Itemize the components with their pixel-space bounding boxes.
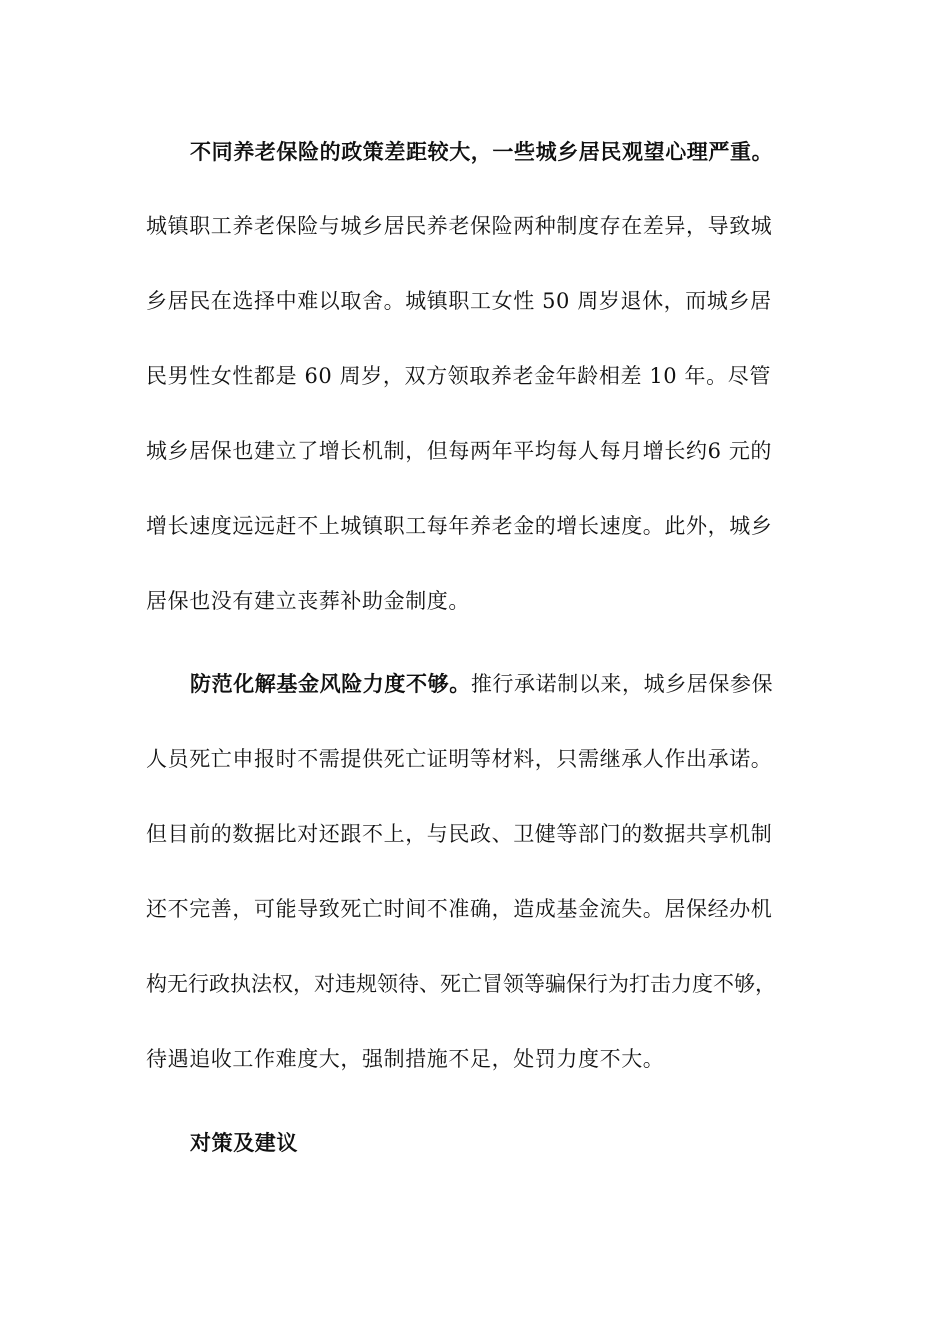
paragraph-line: 但目前的数据比对还跟不上，与民政、卫健等部门的数据共享机制 bbox=[146, 822, 773, 846]
paragraph-line: 城镇职工养老保险与城乡居民养老保险两种制度存在差异，导致城 bbox=[146, 214, 773, 238]
paragraph-line: 民男性女性都是 60 周岁，双方领取养老金年龄相差 10 年。尽管 bbox=[146, 364, 771, 388]
paragraph-lead-text: 推行承诺制以来，城乡居保参保 bbox=[470, 672, 774, 696]
paragraph-line: 乡居民在选择中难以取舍。城镇职工女性 50 周岁退休，而城乡居 bbox=[146, 289, 772, 313]
paragraph-lead-line bbox=[190, 670, 773, 698]
paragraph-line: 待遇追收工作难度大，强制措施不足，处罚力度不大。 bbox=[146, 1047, 665, 1071]
paragraph-line: 城乡居保也建立了增长机制，但每两年平均每人每月增长约6 元的 bbox=[146, 439, 773, 463]
paragraph-line: 人员死亡申报时不需提供死亡证明等材料，只需继承人作出承诺。 bbox=[146, 747, 773, 771]
paragraph-line: 构无行政执法权，对违规领待、死亡冒领等骗保行为打击力度不够， bbox=[146, 972, 776, 996]
paragraph-lead-bold: 防范化解基金风险力度不够。 bbox=[190, 671, 471, 696]
paragraph-line: 还不完善，可能导致死亡时间不准确，造成基金流失。居保经办机 bbox=[146, 897, 773, 921]
section-heading: 不同养老保险的政策差距较大，一些城乡居民观望心理严重。 bbox=[190, 139, 774, 164]
section-heading: 对策及建议 bbox=[190, 1130, 298, 1155]
paragraph-line: 增长速度远远赶不上城镇职工每年养老金的增长速度。此外，城乡 bbox=[146, 514, 773, 538]
paragraph-line: 居保也没有建立丧葬补助金制度。 bbox=[146, 589, 470, 613]
